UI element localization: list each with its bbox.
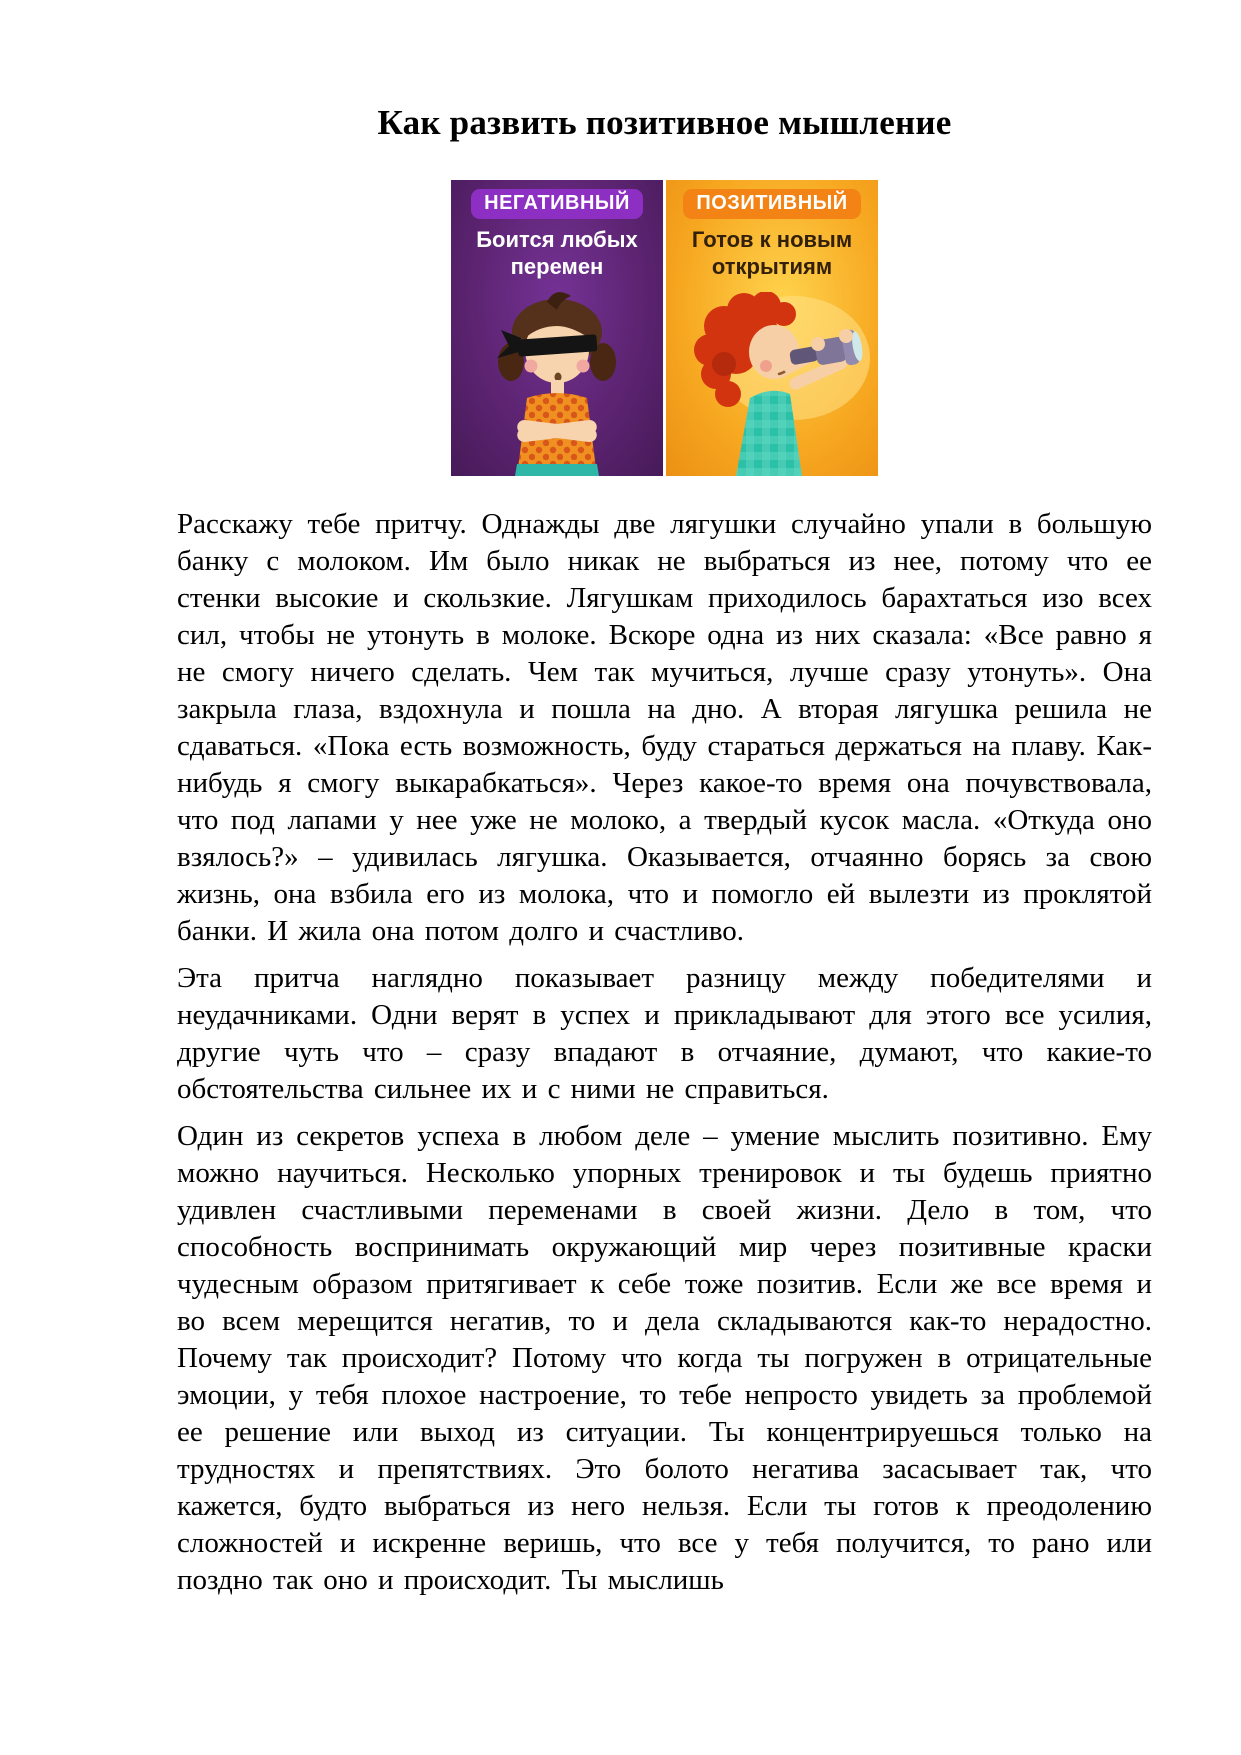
hair-shadow — [712, 352, 736, 376]
page-title: Как развить позитивное мышление — [377, 103, 952, 142]
blindfolded-girl-illustration — [451, 292, 663, 476]
positive-panel — [666, 180, 878, 476]
negative-caption: Боится любых перемен — [476, 227, 638, 279]
hand — [811, 337, 825, 351]
teal-skirt — [515, 464, 599, 476]
article-body — [177, 506, 1152, 1599]
cheek — [525, 360, 538, 373]
paragraph-moral: Эта притча наглядно показывает разницу между победителями и неудачниками. Одни верят в успех и прикладывают для этого все усилия, другие чуть что – сразу впадают в отчаяние, думают, что какие-то обстоятельства сильнее их и с ними не справиться. — [177, 962, 1152, 1105]
positive-badge: ПОЗИТИВНЫЙ — [683, 189, 860, 219]
negative-badge: НЕГАТИВНЫЙ — [471, 189, 643, 219]
positive-caption: Готов к новым открытиям — [691, 227, 853, 279]
cheek — [760, 360, 772, 372]
negative-panel — [451, 180, 663, 476]
paragraph-parable: Расскажу тебе притчу. Однажды две лягушки случайно упали в большую банку с молоком. Им было никак не выбраться из нее, потому что ее стенки высокие и скользкие. Лягушкам приходилось барахтаться изо всех сил, чтобы не утонуть в молоке. Вскоре одна из них сказала: «Все равно я не смогу ничего сделать. Чем так мучиться, лучше сразу утонуть». Она закрыла глаза, вздохнула и пошла на дно. А вторая лягушка решила не сдаваться. «Пока есть возможность, буду стараться держаться на плаву. Как-нибудь я смогу выкарабкаться». Через какое-то время она почувствовала, что под лапами у нее уже не молоко, а твердый кусок масла. «Откуда оно взялось?» – удивилась лягушка. Оказывается, отчаянно борясь за свою жизнь, она взбила его из молока, что и помогло ей вылезти из проклятой банки. И жила она потом долго и счастливо. — [177, 508, 1152, 947]
mindset-comparison-figure — [451, 180, 878, 476]
girl-with-telescope-illustration — [666, 292, 878, 476]
hand — [839, 329, 853, 343]
cheek — [577, 360, 590, 373]
paragraph-positive-thinking: Один из секретов успеха в любом деле – умение мыслить позитивно. Ему можно научиться. Несколько упорных тренировок и ты будешь приятно удивлен счастливыми переменами в своей жизни. Дело в том, что способность воспринимать окружающий мир через позитивные краски чудесным образом притягивает к себе тоже позитив. Если же все время и во всем мерещится негатив, то и дела складываются как-то нерадостно. Почему так происходит? Потому что когда ты погружен в отрицательные эмоции, у тебя плохое настроение, то тебе непросто увидеть за проблемой ее решение или выход из ситуации. Ты концентрируешься только на трудностях и препятствиях. Это болото негатива засасывает так, что кажется, будто выбраться из него нельзя. Если ты готов к преодолению сложностей и искренне веришь, что все у тебя получится, то рано или поздно так оно и происходит. Ты мыслишь — [177, 1120, 1152, 1596]
